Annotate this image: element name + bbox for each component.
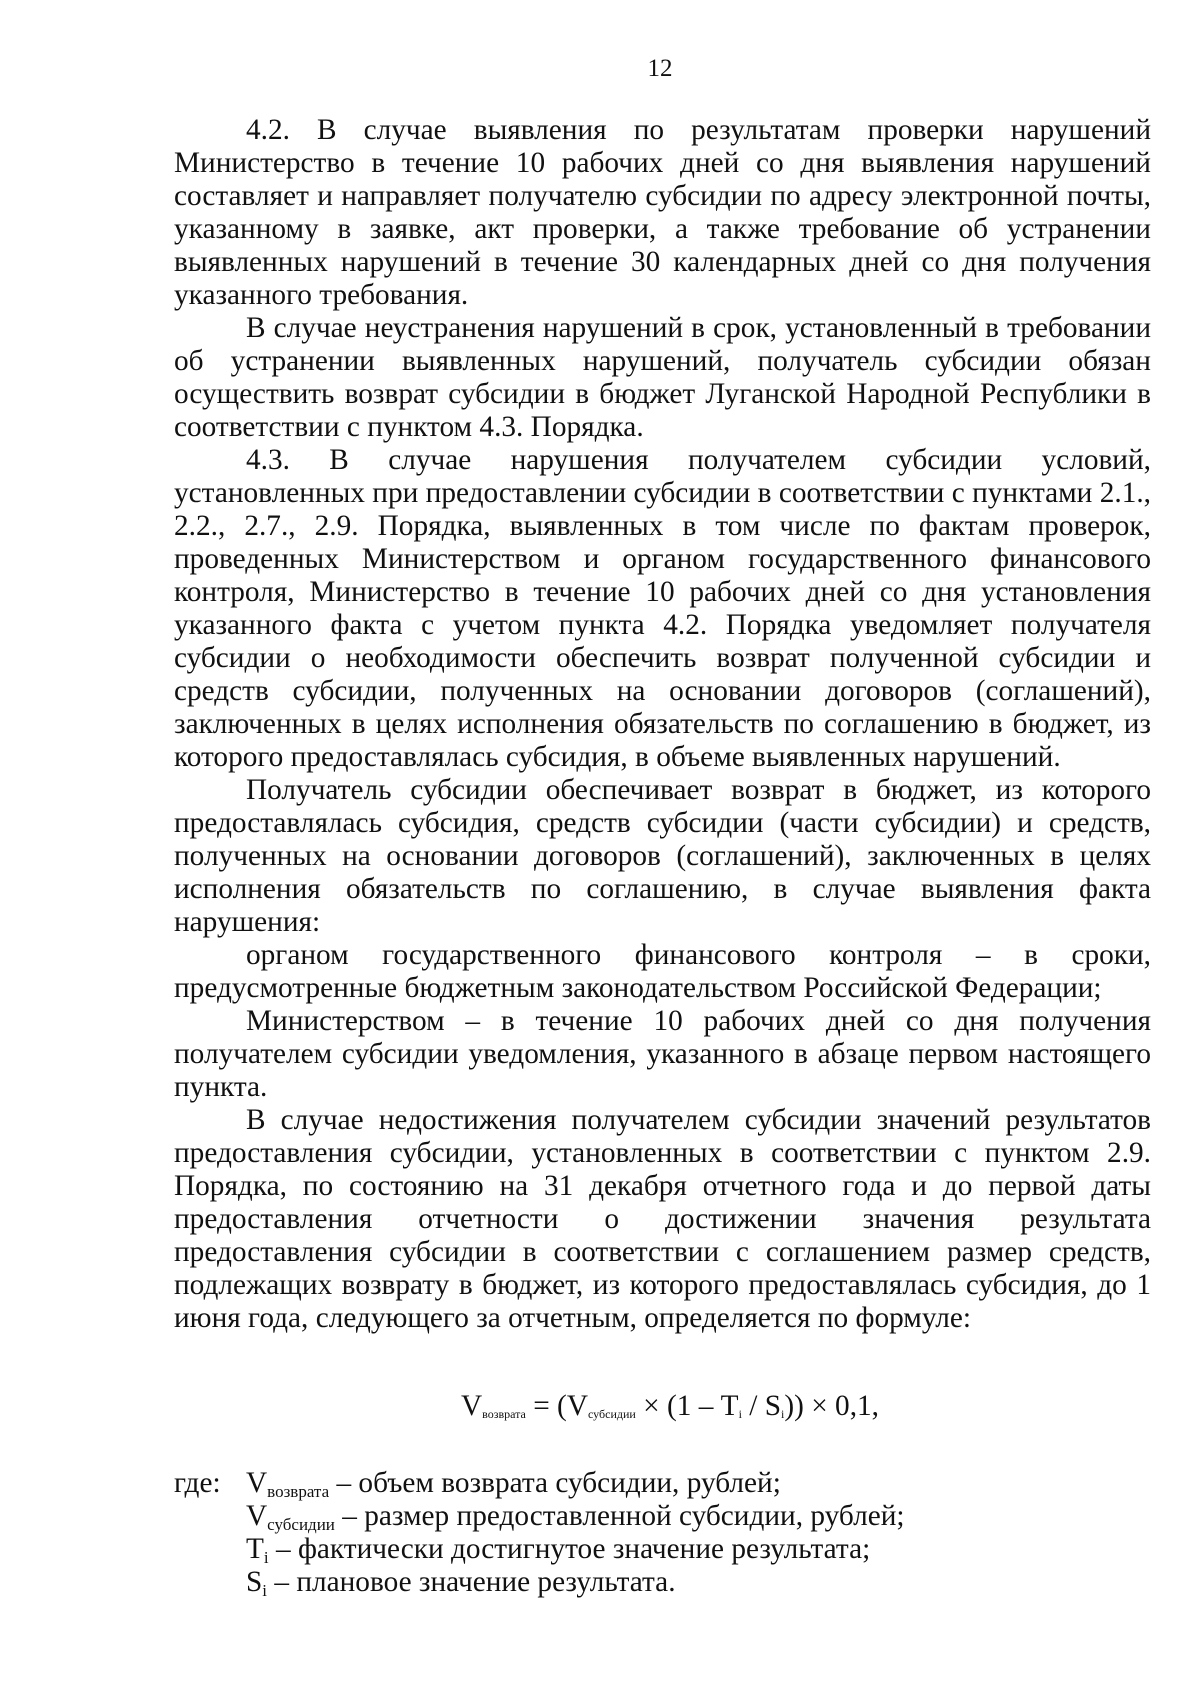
formula-legend xyxy=(174,1467,1151,1599)
legend-line-s xyxy=(174,1566,1151,1599)
legend-subscript: i xyxy=(263,1548,269,1567)
legend-lead: где: xyxy=(174,1467,221,1499)
legend-description: – объем возврата субсидии, рублей; xyxy=(329,1467,781,1499)
paragraph-4-3: 4.3. В случае нарушения получателем субсидии условий, установленных при предоставлении субсидии в соответствии с пунктами 2.1., 2.2., 2.7., 2.9. Порядка, выявленных в том числе по фактам проверок, проведенных Министерством и органом государственного финансового контроля, Министерство в течение 10 рабочих дней со дня установления указанного факта с учетом пункта 4.2. Порядка уведомляет получателя субсидии о необходимости обеспечить возврат полученной субсидии и средств субсидии, полученных на основании договоров (соглашений), заключенных в целях исполнения обязательств по соглашению в бюджет, из которого предоставлялась субсидия, в объеме выявленных нарушений. xyxy=(174,444,1151,773)
legend-symbol: V xyxy=(246,1500,268,1532)
page-number: 12 xyxy=(647,55,673,82)
formula-s-subscript: i xyxy=(781,1407,785,1421)
paragraph-4-2: 4.2. В случае выявления по результатам проверки нарушений Министерство в течение 10 рабочих дней со дня выявления нарушений составляет и направляет получателю субсидии по адресу электронной почты, указанному в заявке, акт проверки, а также требование об устранении выявленных нарушений в течение 30 календарных дней со дня получения указанного требования. xyxy=(174,114,1151,311)
legend-symbol: S xyxy=(246,1566,263,1598)
paragraph-non-elimination: В случае неустранения нарушений в срок, установленный в требовании об устранении выявленных нарушений, получатель субсидии обязан осуществить возврат субсидии в бюджет Луганской Народной Республики в соответствии с пунктом 4.3. Порядка. xyxy=(174,312,1151,443)
legend-description: – размер предоставленной субсидии, рублей; xyxy=(334,1500,905,1532)
legend-symbol: V xyxy=(246,1467,268,1499)
legend-symbol: T xyxy=(246,1533,264,1565)
legend-description: – фактически достигнутое значение результата; xyxy=(268,1533,871,1565)
legend-subscript: возврата xyxy=(267,1482,330,1501)
document-body xyxy=(174,114,1151,1335)
formula-middle: × (1 – T xyxy=(635,1390,739,1422)
paragraph-ministry: Министерством – в течение 10 рабочих дней со дня получения получателем субсидии уведомления, указанного в абзаце первом настоящего пункта. xyxy=(174,1005,1151,1103)
formula-rhs-subscript: субсидии xyxy=(588,1407,636,1421)
formula-equals: = ( xyxy=(525,1390,567,1422)
legend-line-v-subsidy xyxy=(174,1500,1151,1533)
formula-slash: / S xyxy=(741,1390,782,1422)
legend-subscript: i xyxy=(262,1581,268,1600)
legend-line-v-return xyxy=(174,1467,1151,1500)
paragraph-non-achievement: В случае недостижения получателем субсидии значений результатов предоставления субсидии, установленных в соответствии с пунктом 2.9. Порядка, по состоянию на 31 декабря отчетного года и до первой даты предоставления отчетности о достижении значения результата предоставления субсидии в соответствии с соглашением размер средств, подлежащих возврату в бюджет, из которого предоставлялась субсидия, до 1 июня года, следующего за отчетным, определяется по формуле: xyxy=(174,1104,1151,1334)
legend-description: – плановое значение результата. xyxy=(267,1566,676,1598)
formula-rhs-symbol: V xyxy=(566,1390,588,1422)
paragraph-state-control: органом государственного финансового контроля – в сроки, предусмотренные бюджетным законодательством Российской Федерации; xyxy=(174,939,1151,1004)
formula-lhs-subscript: возврата xyxy=(482,1407,526,1421)
paragraph-return-obligation: Получатель субсидии обеспечивает возврат в бюджет, из которого предоставлялась субсидия, средств субсидии (части субсидии) и средств, полученных на основании договоров (соглашений), заключенных в целях исполнения обязательств по соглашению, в случае выявления факта нарушения: xyxy=(174,774,1151,938)
formula-lhs-symbol: V xyxy=(460,1390,483,1422)
legend-subscript: субсидии xyxy=(267,1515,335,1534)
legend-line-t xyxy=(174,1533,1151,1566)
formula-tail: )) × 0,1, xyxy=(784,1390,880,1422)
formula-t-subscript: i xyxy=(738,1407,742,1421)
return-formula xyxy=(0,1388,1200,1432)
